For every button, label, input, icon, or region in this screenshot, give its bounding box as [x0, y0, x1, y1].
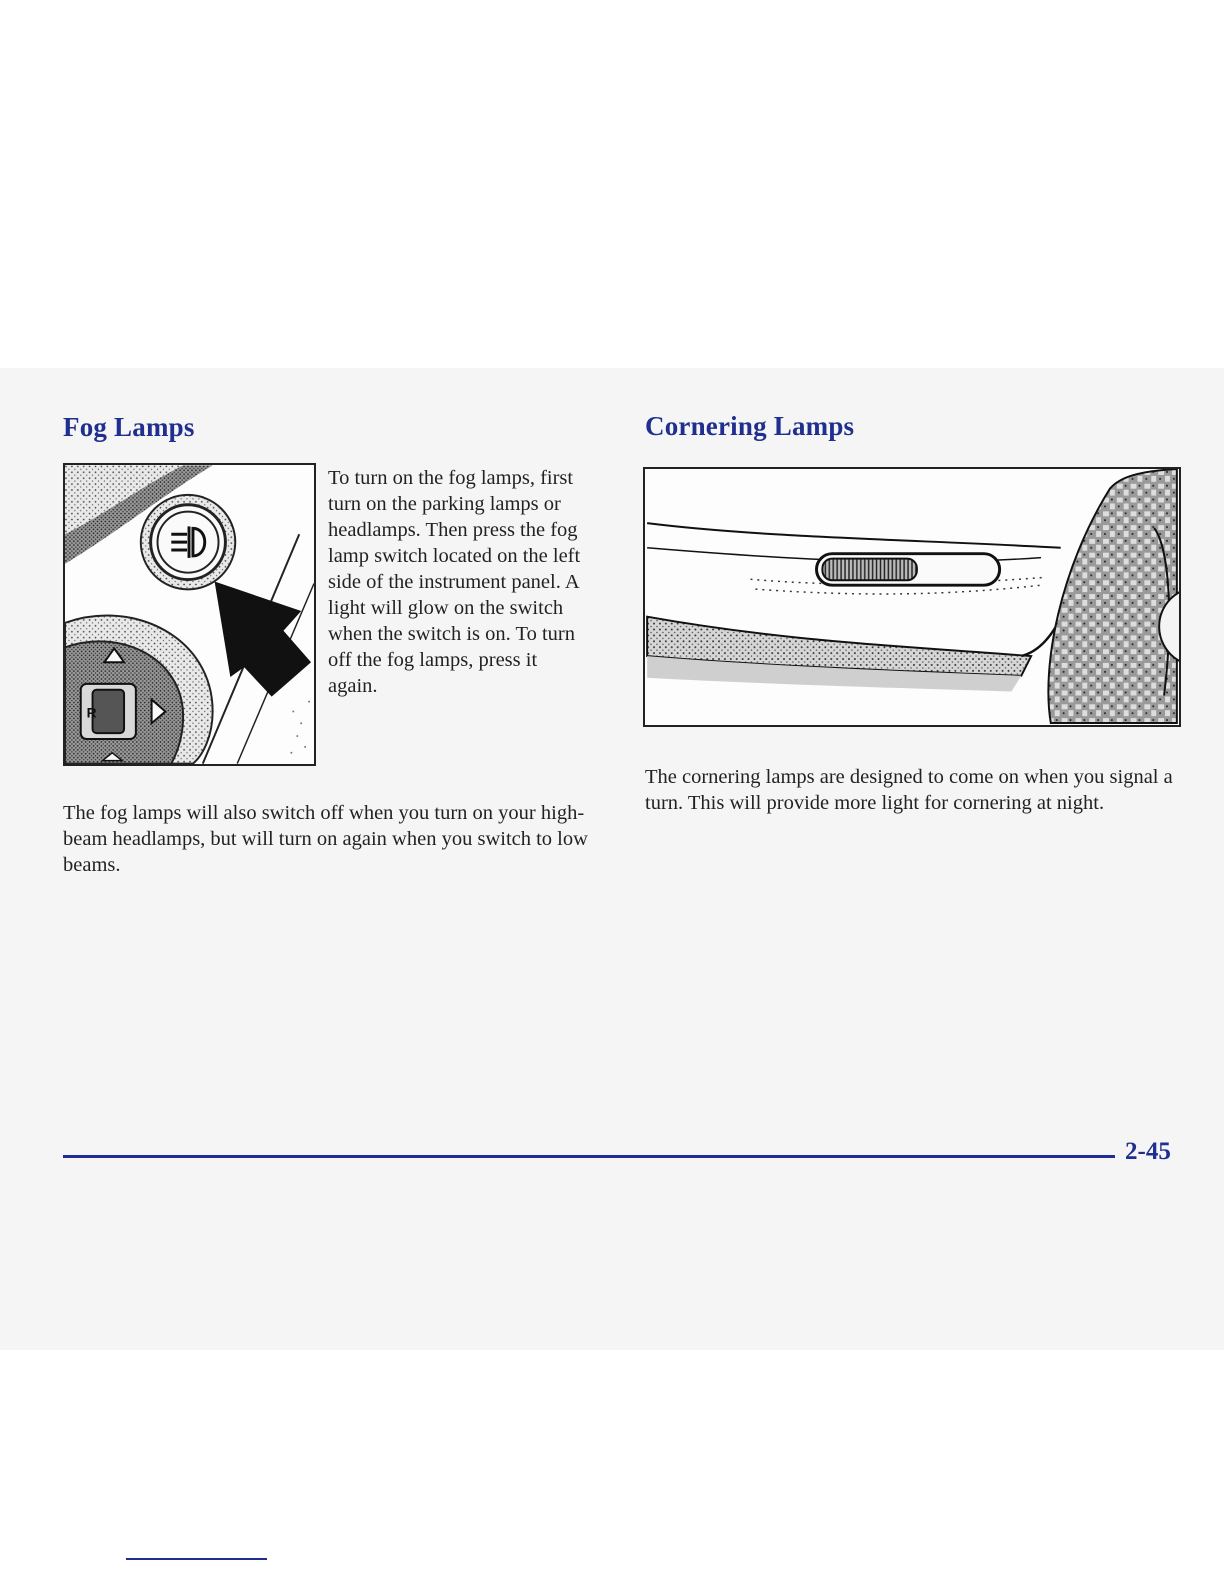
fog-lamps-high-beam-note: The fog lamps will also switch off when you turn on your high-beam headlamps, but will turn on again when you switch to low beams.	[63, 802, 588, 876]
fog-lamps-instructions: To turn on the fog lamps, first turn on the parking lamps or headlamps. Then press the fog lamp switch located on the left side of the instrument panel. A light will glow on the switch when the switch is on. To turn off the fog lamps, press it again.	[328, 467, 581, 697]
page-number: 2-45	[1125, 1138, 1171, 1165]
cornering-lamps-description: The cornering lamps are designed to come on when you signal a turn. This will provide more light for cornering at night.	[645, 766, 1173, 814]
fog-lamp-switch-illustration	[63, 463, 316, 766]
roller-switch-label: R	[86, 705, 97, 721]
cornering-lamps-heading: Cornering Lamps	[645, 411, 855, 441]
cornering-lamp-icon	[645, 469, 1179, 725]
fog-lamps-heading: Fog Lamps	[63, 412, 195, 442]
fog-lamp-switch-icon	[65, 465, 314, 764]
footer-rule	[63, 1155, 1115, 1158]
bottom-link-underline	[126, 1558, 267, 1560]
cornering-lamp-illustration	[643, 467, 1181, 727]
